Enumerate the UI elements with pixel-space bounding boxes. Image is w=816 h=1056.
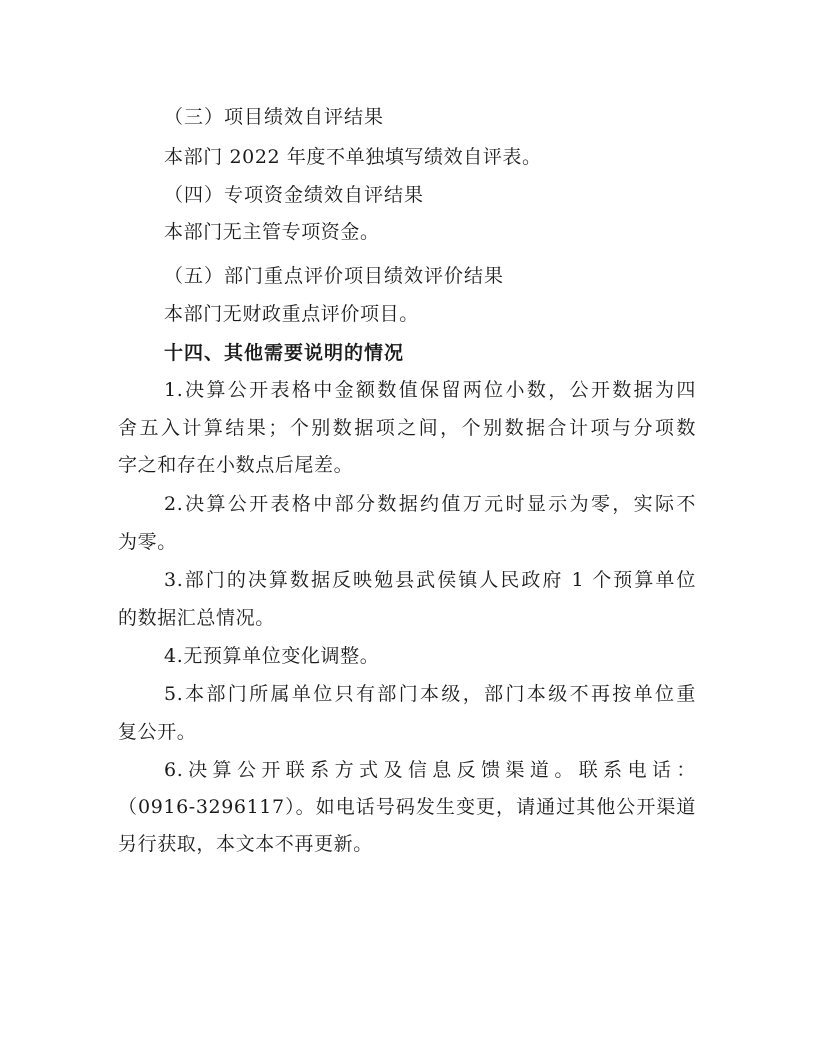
note-line: 字之和存在小数点后尾差。 xyxy=(118,454,354,476)
note-line: 5.本部门所属单位只有部门本级，部门本级不再按单位重 xyxy=(164,683,696,705)
section-heading: （三）项目绩效自评结果 xyxy=(164,106,385,128)
note-line: 2.决算公开表格中部分数据约值万元时显示为零，实际不 xyxy=(164,493,696,515)
note-line: 3.部门的决算数据反映勉县武侯镇人民政府 1 个预算单位 xyxy=(164,569,696,591)
section-body: 本部门无主管专项资金。 xyxy=(164,221,380,243)
note-line: 1.决算公开表格中金额数值保留两位小数，公开数据为四 xyxy=(164,379,696,401)
section-body: 本部门 2022 年度不单独填写绩效自评表。 xyxy=(164,146,542,168)
chapter-title: 十四、其他需要说明的情况 xyxy=(164,342,405,364)
note-line: 4.无预算单位变化调整。 xyxy=(164,645,380,667)
section-body: 本部门无财政重点评价项目。 xyxy=(164,303,419,325)
section-heading: （四）专项资金绩效自评结果 xyxy=(164,184,425,206)
note-line: 另行获取，本文本不再更新。 xyxy=(118,833,373,855)
note-line: 舍五入计算结果；个别数据项之间，个别数据合计项与分项数 xyxy=(118,417,696,439)
note-line: （0916-3296117）。如电话号码发生变更，请通过其他公开渠道 xyxy=(118,796,696,818)
note-line: 6.决算公开联系方式及信息反馈渠道。联系电话： xyxy=(164,759,696,781)
note-line: 复公开。 xyxy=(118,721,197,743)
section-heading: （五）部门重点评价项目绩效评价结果 xyxy=(164,265,505,287)
note-line: 为零。 xyxy=(118,531,177,553)
note-line: 的数据汇总情况。 xyxy=(118,607,275,629)
